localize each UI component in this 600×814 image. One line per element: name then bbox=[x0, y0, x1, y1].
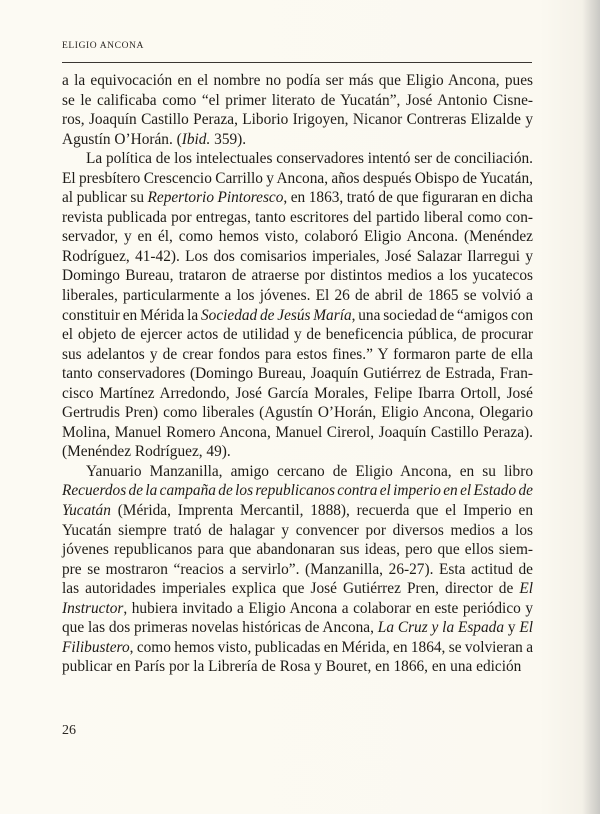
text-run: liberales, particularmente a los jóvenes. El 26 de abril de 1865 se volvió a bbox=[62, 287, 533, 305]
italic-run: Sociedad de Jesús María bbox=[200, 306, 352, 324]
text-run: Gertrudis Pren) como liberales (Agustín O’Horán, Eligio Ancona, Olegario bbox=[62, 404, 533, 422]
text-run: sus adelantos y de crear fondos para estos fines.” Y formaron parte de ella bbox=[62, 345, 533, 363]
text-run: jóvenes republicanos para que abandonaran sus ideas, pero que ellos siem- bbox=[62, 541, 533, 559]
paragraph bbox=[62, 71, 533, 149]
body-text bbox=[62, 71, 533, 677]
text-line bbox=[62, 110, 533, 130]
text-line bbox=[62, 325, 533, 345]
text-line bbox=[62, 91, 533, 111]
text-run: Molina, Manuel Romero Ancona, Manuel Cirerol, Joaquín Castillo Peraza). bbox=[62, 423, 533, 441]
header-rule bbox=[62, 62, 532, 63]
paragraph bbox=[62, 462, 533, 677]
text-run: , hubiera invitado a Eligio Ancona a colaborar en este periódico y bbox=[123, 599, 533, 617]
italic-run: Recuerdos de la campaña de los republicanos contra el imperio en el Estado de bbox=[62, 482, 533, 500]
text-run: El presbítero Crescencio Carrillo y Ancona, años después Obispo de Yucatán, bbox=[62, 169, 533, 187]
text-run: revista publicada por entregas, tanto escritores del partido liberal como con- bbox=[62, 208, 533, 226]
italic-run: Instructor bbox=[62, 599, 124, 617]
text-line bbox=[62, 442, 533, 462]
text-line bbox=[62, 481, 533, 501]
italic-run: El bbox=[519, 619, 533, 637]
italic-run: El bbox=[519, 580, 533, 598]
text-run: publicar en París por la Librería de Rosa y Bouret, en 1866, en una edición bbox=[62, 658, 522, 676]
text-run: y bbox=[504, 619, 520, 637]
text-line bbox=[62, 130, 533, 150]
text-line bbox=[62, 169, 533, 189]
text-run: , una sociedad de “amigos con bbox=[351, 306, 534, 324]
text-run: , como hemos visto, publicadas en Mérida, en 1864, se volvieran a bbox=[129, 638, 533, 656]
text-line bbox=[62, 599, 533, 619]
text-line bbox=[62, 423, 533, 443]
text-line bbox=[62, 657, 533, 677]
text-line bbox=[62, 306, 533, 326]
italic-run: Repertorio Pintoresco bbox=[147, 189, 284, 207]
text-run: Rodríguez, 41-42). Los dos comisarios imperiales, José Salazar Ilarregui y bbox=[62, 247, 533, 265]
text-line bbox=[62, 247, 533, 267]
text-line bbox=[62, 384, 533, 404]
text-line bbox=[62, 521, 533, 541]
text-run: La política de los intelectuales conservadores intentó ser de conciliación. bbox=[86, 150, 533, 168]
text-line bbox=[62, 227, 533, 247]
text-run: Domingo Bureau, trataron de atraerse por distintos medios a los yucatecos bbox=[62, 267, 533, 285]
italic-run: Yucatán bbox=[62, 502, 111, 520]
page-number: 26 bbox=[62, 723, 76, 738]
text-run: cisco Martínez Arredondo, José García Morales, Felipe Ibarra Ortoll, José bbox=[62, 384, 533, 402]
italic-run: La Cruz y la Espada bbox=[377, 619, 504, 637]
text-run: que las dos primeras novelas históricas de Ancona, bbox=[62, 619, 378, 637]
text-run: Agustín O’Horán. ( bbox=[62, 130, 182, 148]
text-run: a la equivocación en el nombre no podía ser más que Eligio Ancona, pues bbox=[62, 72, 533, 89]
italic-run: Ibid. bbox=[181, 130, 211, 148]
text-run: las autoridades imperiales explica que José Gutiérrez Pren, director de bbox=[62, 580, 520, 598]
text-line bbox=[62, 540, 533, 560]
text-line bbox=[62, 403, 533, 423]
text-line bbox=[62, 560, 533, 580]
text-run: ros, Joaquín Castillo Peraza, Liborio Irigoyen, Nicanor Contreras Elizalde y bbox=[62, 111, 533, 129]
running-head: ELIGIO ANCONA bbox=[62, 41, 144, 51]
text-run: constituir en Mérida la bbox=[62, 306, 201, 324]
text-line bbox=[62, 266, 533, 286]
text-line bbox=[62, 462, 533, 482]
text-run: 359). bbox=[210, 130, 247, 148]
text-line bbox=[62, 188, 533, 208]
text-line bbox=[62, 501, 533, 521]
text-run: tanto conservadores (Domingo Bureau, Joaquín Gutiérrez de Estrada, Fran- bbox=[62, 365, 533, 383]
text-run: Yanuario Manzanilla, amigo cercano de Eligio Ancona, en su libro bbox=[86, 462, 533, 480]
text-run: (Menéndez Rodríguez, 49). bbox=[62, 443, 231, 461]
text-run: servador, y en él, como hemos visto, colaboró Eligio Ancona. (Menéndez bbox=[62, 228, 533, 246]
text-line bbox=[62, 579, 533, 599]
text-run: , en 1863, trató de que figuraran en dicha bbox=[283, 189, 533, 207]
text-line bbox=[62, 618, 533, 638]
text-line bbox=[62, 208, 533, 228]
text-run: al publicar su bbox=[62, 189, 148, 207]
text-line bbox=[62, 286, 533, 306]
text-run: Yucatán siempre trató de halagar y convencer por diversos medios a los bbox=[62, 521, 533, 539]
text-run: (Mérida, Imprenta Mercantil, 1888), recuerda que el Imperio en bbox=[110, 502, 533, 520]
text-run: se le calificaba como “el primer literato de Yucatán”, José Antonio Cisne- bbox=[62, 91, 533, 109]
text-line bbox=[62, 364, 533, 384]
text-line bbox=[62, 345, 533, 365]
italic-run: Filibustero bbox=[62, 638, 130, 656]
text-line bbox=[62, 638, 533, 658]
text-line bbox=[62, 71, 533, 91]
text-line bbox=[62, 149, 533, 169]
paragraph bbox=[62, 149, 533, 462]
text-run: pre se mostraron “reacios a servirlo”. (Manzanilla, 26-27). Esta actitud de bbox=[62, 560, 533, 578]
text-run: el objeto de ejercer actos de utilidad y de beneficencia pública, de procurar bbox=[62, 326, 533, 344]
